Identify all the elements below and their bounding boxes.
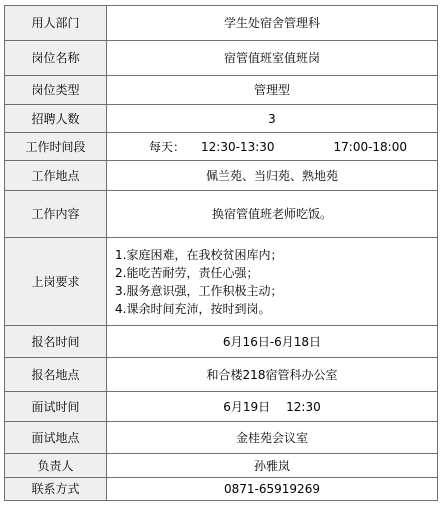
interview-time-label: 面试时间 <box>5 392 107 422</box>
headcount-value: 3 <box>107 105 438 133</box>
row-position-type <box>5 76 438 105</box>
requirement-item: 3.服务意识强，工作积极主动； <box>115 283 283 298</box>
work-hours-slot-2: 17:00-18:00 <box>333 139 407 154</box>
row-headcount <box>5 105 438 133</box>
row-signup-location <box>5 358 438 392</box>
job-posting-table <box>4 5 438 501</box>
requirements-label: 上岗要求 <box>5 238 107 326</box>
row-interview-time <box>5 392 438 422</box>
row-work-hours <box>5 133 438 161</box>
contact-phone-label: 联系方式 <box>5 478 107 501</box>
interview-time-value <box>107 392 438 422</box>
signup-location-label: 报名地点 <box>5 358 107 392</box>
work-hours-label: 工作时间段 <box>5 133 107 161</box>
work-content-label: 工作内容 <box>5 191 107 238</box>
position-type-label: 岗位类型 <box>5 76 107 105</box>
requirement-item: 1.家庭困难，在我校贫困库内； <box>115 247 283 262</box>
position-name-label: 岗位名称 <box>5 41 107 76</box>
row-position-name <box>5 41 438 76</box>
position-name-value: 宿管值班室值班岗 <box>107 41 438 76</box>
work-hours-slot-1: 12:30-13:30 <box>201 139 275 154</box>
work-hours-prefix: 每天： <box>149 139 186 154</box>
row-signup-time <box>5 326 438 358</box>
work-location-value: 佩兰苑、当归苑、熟地苑 <box>107 161 438 191</box>
requirement-item: 2.能吃苦耐劳，责任心强； <box>115 265 259 280</box>
requirements-value <box>107 238 438 326</box>
interview-clock: 12:30 <box>286 399 321 414</box>
row-department <box>5 6 438 41</box>
interview-date: 6月19日 <box>223 399 271 414</box>
row-interview-location <box>5 422 438 454</box>
interview-location-label: 面试地点 <box>5 422 107 454</box>
work-hours-value <box>107 133 438 161</box>
row-work-content <box>5 191 438 238</box>
requirements-list <box>107 246 437 318</box>
position-type-value: 管理型 <box>107 76 438 105</box>
signup-time-label: 报名时间 <box>5 326 107 358</box>
headcount-label: 招聘人数 <box>5 105 107 133</box>
row-contact-person <box>5 454 438 478</box>
interview-location-value: 金桂苑会议室 <box>107 422 438 454</box>
requirement-item: 4.课余时间充沛，按时到岗。 <box>115 301 271 316</box>
row-contact-phone <box>5 478 438 501</box>
contact-person-value: 孙雅岚 <box>107 454 438 478</box>
job-posting-sheet <box>4 5 437 501</box>
department-value: 学生处宿舍管理科 <box>107 6 438 41</box>
signup-time-value: 6月16日-6月18日 <box>107 326 438 358</box>
row-requirements <box>5 238 438 326</box>
department-label: 用人部门 <box>5 6 107 41</box>
work-location-label: 工作地点 <box>5 161 107 191</box>
contact-phone-value: 0871-65919269 <box>107 478 438 501</box>
row-work-location <box>5 161 438 191</box>
contact-person-label: 负责人 <box>5 454 107 478</box>
work-content-value: 换宿管值班老师吃饭。 <box>107 191 438 238</box>
signup-location-value: 和合楼218宿管科办公室 <box>107 358 438 392</box>
